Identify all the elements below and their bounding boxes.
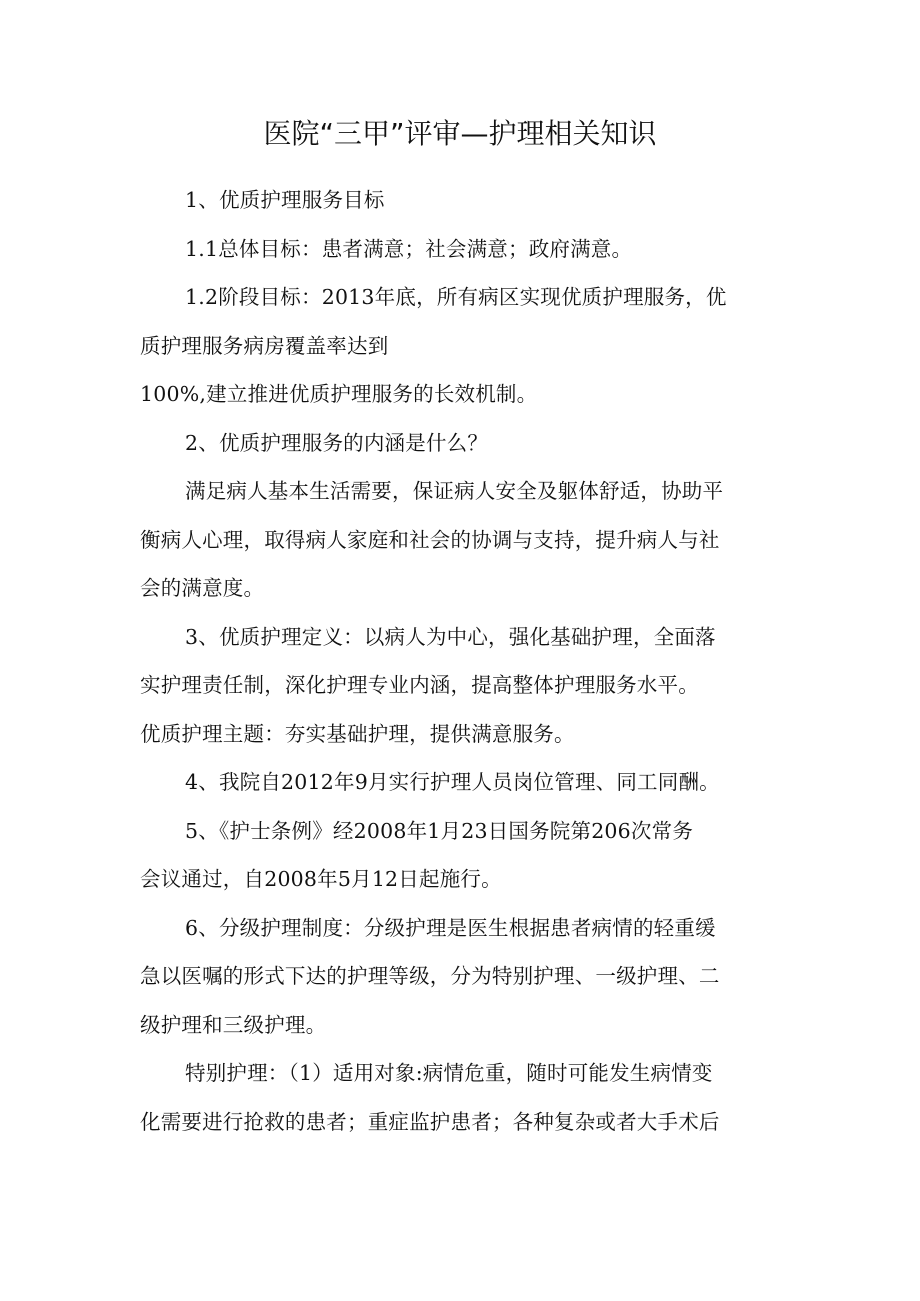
text-line: 1.2阶段目标：2013年底，所有病区实现优质护理服务，优 <box>185 285 727 309</box>
text-line: 会议通过，自2008年5月12日起施行。 <box>140 867 502 891</box>
text-line: 100%,建立推进优质护理服务的长效机制。 <box>140 382 538 406</box>
text-line: 优质护理主题：夯实基础护理，提供满意服务。 <box>140 721 575 746</box>
document-body <box>140 176 780 1146</box>
text-line: 会的满意度。 <box>140 576 265 600</box>
text-line: 6、分级护理制度：分级护理是医生根据患者病情的轻重缓 <box>185 915 716 940</box>
text-line: 急以医嘱的形式下达的护理等级，分为特别护理、一级护理、二 <box>140 964 720 988</box>
text-line: 满足病人基本生活需要，保证病人安全及躯体舒适，协助平 <box>185 479 724 503</box>
text-line: 特别护理：（1）适用对象:病情危重，随时可能发生病情变 <box>185 1061 713 1085</box>
text-line: 3、优质护理定义：以病人为中心，强化基础护理，全面落 <box>185 624 716 649</box>
text-line: 4、我院自2012年9月实行护理人员岗位管理、同工同酬。 <box>185 770 720 794</box>
text-line: 衡病人心理，取得病人家庭和社会的协调与支持，提升病人与社 <box>140 527 720 552</box>
text-line: 5、《护士条例》经2008年1月23日国务院第206次常务 <box>185 818 694 843</box>
text-line: 级护理和三级护理。 <box>140 1012 327 1037</box>
text-line: 2、优质护理服务的内涵是什么？ <box>185 430 489 455</box>
document-title: 医院“三甲”评审—护理相关知识 <box>263 117 657 150</box>
text-line: 实护理责任制，深化护理专业内涵，提高整体护理服务水平。 <box>140 673 699 697</box>
text-line: 化需要进行抢救的患者；重症监护患者；各种复杂或者大手术后 <box>140 1109 720 1134</box>
text-line: 质护理服务病房覆盖率达到 <box>140 333 389 358</box>
text-line: 1.1总体目标：患者满意；社会满意；政府满意。 <box>185 236 633 261</box>
text-line: 1、优质护理服务目标 <box>185 188 385 212</box>
